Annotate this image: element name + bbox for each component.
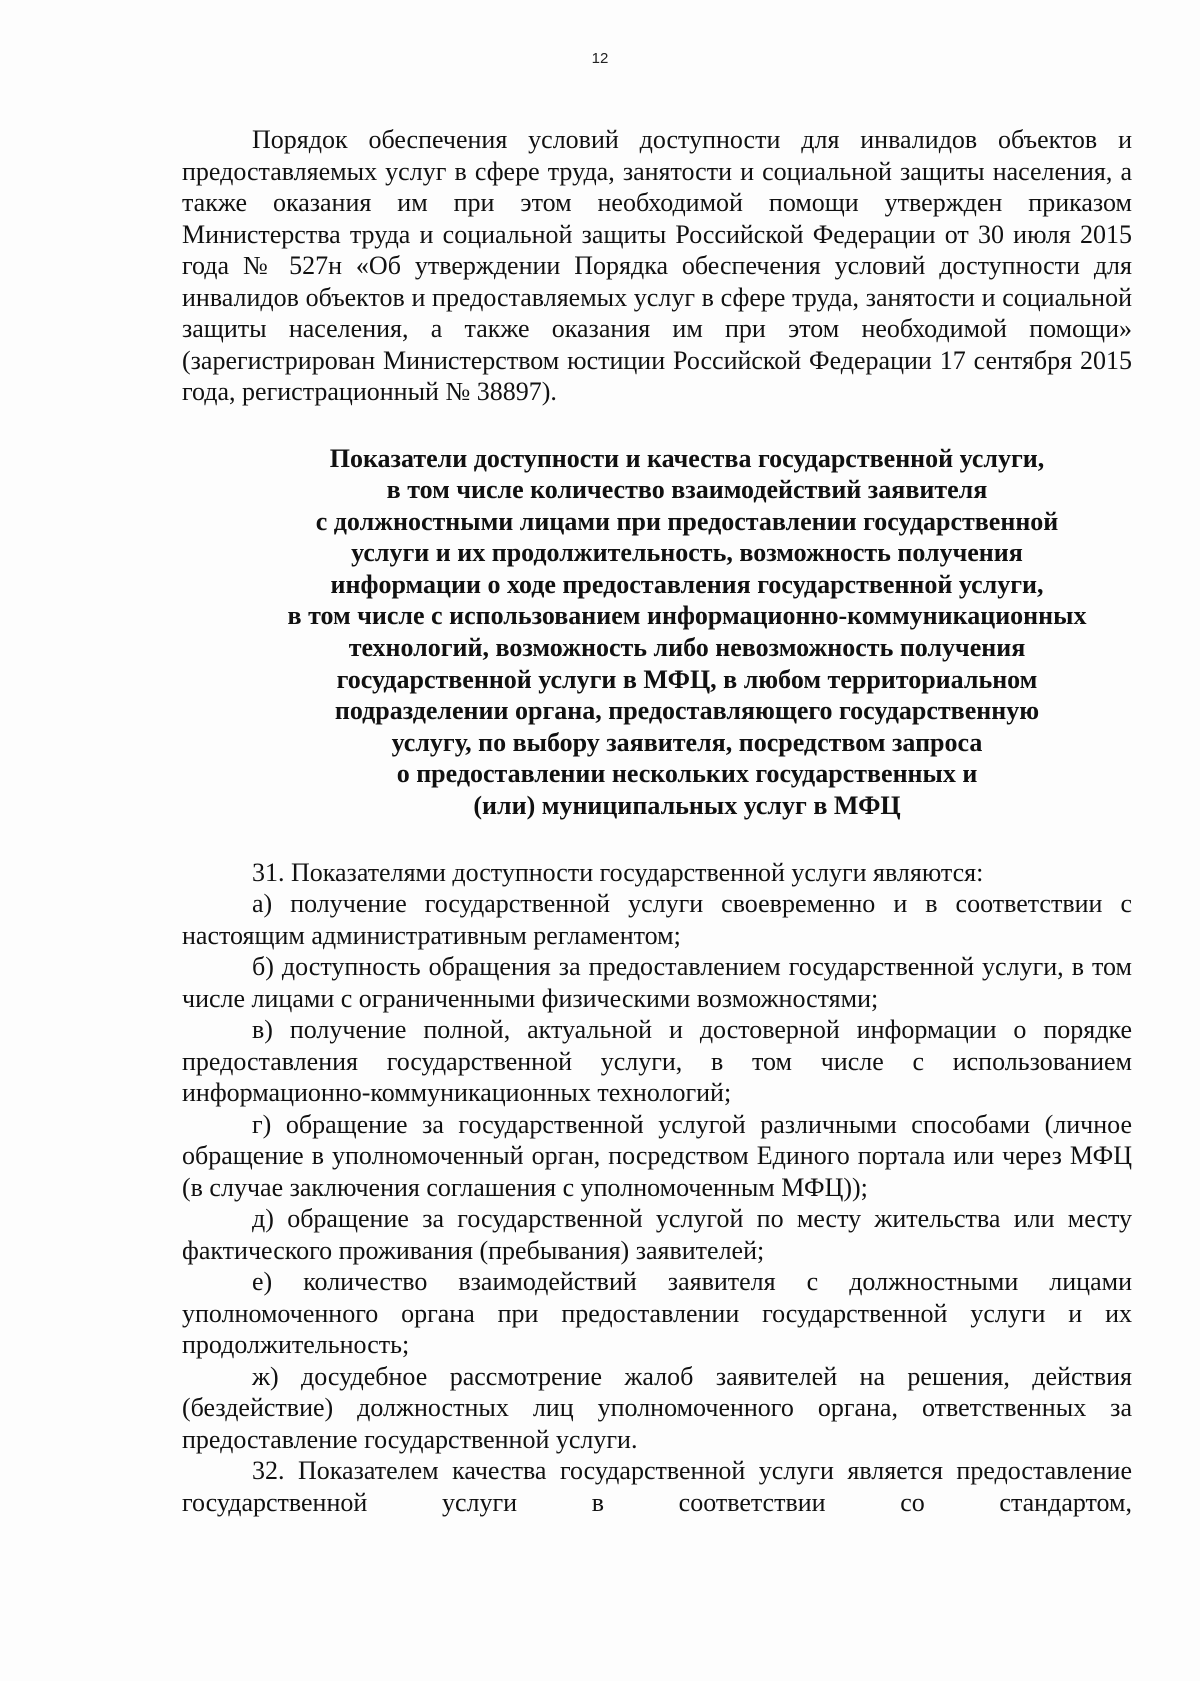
heading-line: в том числе количество взаимодействий заявителя [386, 475, 988, 505]
item-31-subitem-e: е) количество взаимодействий заявителя с должностными лицами уполномоченного органа при предоставлении государственной услуги и их продолжительность; [182, 1267, 1132, 1360]
item-31-subitem-v: в) получение полной, актуальной и достоверной информации о порядке предоставления государственной услуги, в том числе с использованием информационно-коммуникационных технологий; [182, 1015, 1132, 1108]
document-body [182, 124, 1132, 1518]
item-31-subitem-d: д) обращение за государственной услугой по месту жительства или месту фактического проживания (пребывания) заявителей; [182, 1204, 1132, 1265]
heading-line: услугу, по выбору заявителя, посредством запроса [391, 727, 983, 757]
item-31-subitem-zh: ж) досудебное рассмотрение жалоб заявителей на решения, действия (бездействие) должностных лиц уполномоченного органа, ответственных за предоставление государственной услуги. [182, 1361, 1132, 1454]
item-32: 32. Показателем качества государственной услуги является предоставление государственной услуги в соответствии со стандартом, [182, 1456, 1132, 1517]
item-31-subitem-g: г) обращение за государственной услугой различными способами (личное обращение в уполномоченный орган, посредством Единого портала или через МФЦ (в случае заключения соглашения с уполномоченным МФЦ)); [182, 1109, 1132, 1202]
heading-line: в том числе с использованием информационно-коммуникационных [287, 601, 1087, 631]
heading-line: о предоставлении нескольких государственных и [396, 759, 978, 789]
heading-line: с должностными лицами при предоставлении государственной [315, 506, 1059, 536]
heading-line: (или) муниципальных услуг в МФЦ [473, 791, 901, 821]
item-31-subitem-a: а) получение государственной услуги своевременно и в соответствии с настоящим административным регламентом; [182, 889, 1132, 950]
page-number: 12 [591, 50, 609, 67]
item-31-lead: 31. Показателями доступности государственной услуги являются: [252, 857, 984, 887]
heading-line: Показатели доступности и качества государственной услуги, [329, 443, 1045, 473]
intro-paragraph: Порядок обеспечения условий доступности для инвалидов объектов и предоставляемых услуг в сфере труда, занятости и социальной защиты населения, а также оказания им при этом необходимой помощи утвержден приказом Министерства труда и социальной защиты Российской Федерации от 30 июля 2015 года № 527н «Об утверждении Порядка обеспечения условий доступности для инвалидов объектов и предоставляемых услуг в сфере труда, занятости и социальной защиты населения, а также оказания им при этом необходимой помощи» (зарегистрирован Министерством юстиции Российской Федерации 17 сентября 2015 года, регистрационный № 38897). [182, 125, 1132, 406]
heading-line: подразделении органа, предоставляющего государственную [334, 696, 1040, 726]
heading-line: услуги и их продолжительность, возможность получения [351, 538, 1023, 568]
section-heading [182, 443, 1132, 822]
heading-line: государственной услуги в МФЦ, в любом территориальном [336, 664, 1038, 694]
heading-line: информации о ходе предоставления государственной услуги, [330, 569, 1044, 599]
heading-line: технологий, возможность либо невозможность получения [348, 633, 1026, 663]
item-31-subitem-b: б) доступность обращения за предоставлением государственной услуги, в том числе лицами с ограниченными физическими возможностями; [182, 952, 1132, 1013]
